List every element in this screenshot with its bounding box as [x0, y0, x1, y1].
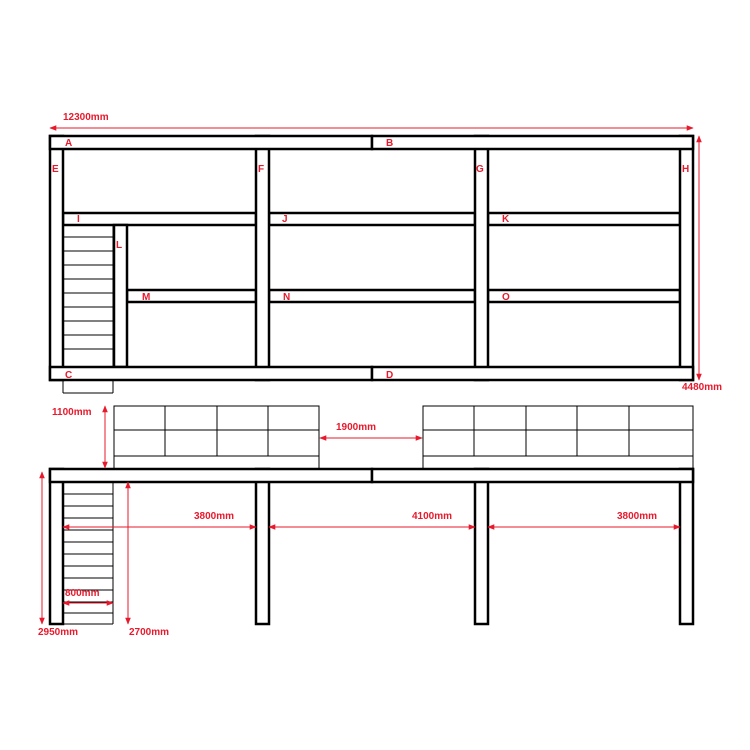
label-b: B	[386, 138, 394, 149]
dim-total-height-label: 2950mm	[38, 627, 79, 638]
label-e: E	[52, 164, 59, 175]
deck-beam-left	[50, 469, 372, 482]
dim-stair-width-label: 800mm	[65, 588, 100, 599]
joist-i	[63, 213, 256, 225]
dim-span-2-label: 4100mm	[412, 511, 453, 522]
deck-beam-right	[372, 469, 693, 482]
post-2	[256, 469, 269, 624]
label-o: O	[502, 292, 510, 303]
label-c: C	[65, 370, 73, 381]
label-j: J	[282, 214, 288, 225]
handrail-left	[114, 406, 319, 469]
label-f: F	[258, 164, 265, 175]
joist-n	[269, 290, 475, 302]
beam-d	[372, 367, 693, 380]
elevation-view	[38, 406, 693, 638]
dim-depth-label: 4480mm	[682, 382, 723, 393]
dim-rail-gap-label: 1900mm	[336, 422, 377, 433]
label-i: I	[77, 214, 80, 225]
beam-c	[50, 367, 372, 380]
dim-clear-height-label: 2700mm	[129, 627, 170, 638]
label-d: D	[386, 370, 394, 381]
dim-length-label: 12300mm	[63, 112, 109, 123]
joist-k	[488, 213, 680, 225]
dim-rail-height-label: 1100mm	[52, 407, 92, 418]
post-4	[680, 469, 693, 624]
joist-j	[269, 213, 475, 225]
label-k: K	[502, 214, 510, 225]
label-n: N	[283, 292, 291, 303]
label-l: L	[116, 240, 123, 251]
handrail-right	[423, 406, 693, 469]
post-3	[475, 469, 488, 624]
joist-o	[488, 290, 680, 302]
label-h: H	[682, 164, 690, 175]
plan-view	[50, 112, 722, 393]
beam-a	[50, 136, 372, 149]
dim-span-1-label: 3800mm	[194, 511, 235, 522]
post-1	[50, 469, 63, 624]
label-a: A	[65, 138, 73, 149]
label-m: M	[142, 292, 151, 303]
label-g: G	[476, 164, 484, 175]
dim-span-3-label: 3800mm	[617, 511, 658, 522]
beam-b	[372, 136, 693, 149]
